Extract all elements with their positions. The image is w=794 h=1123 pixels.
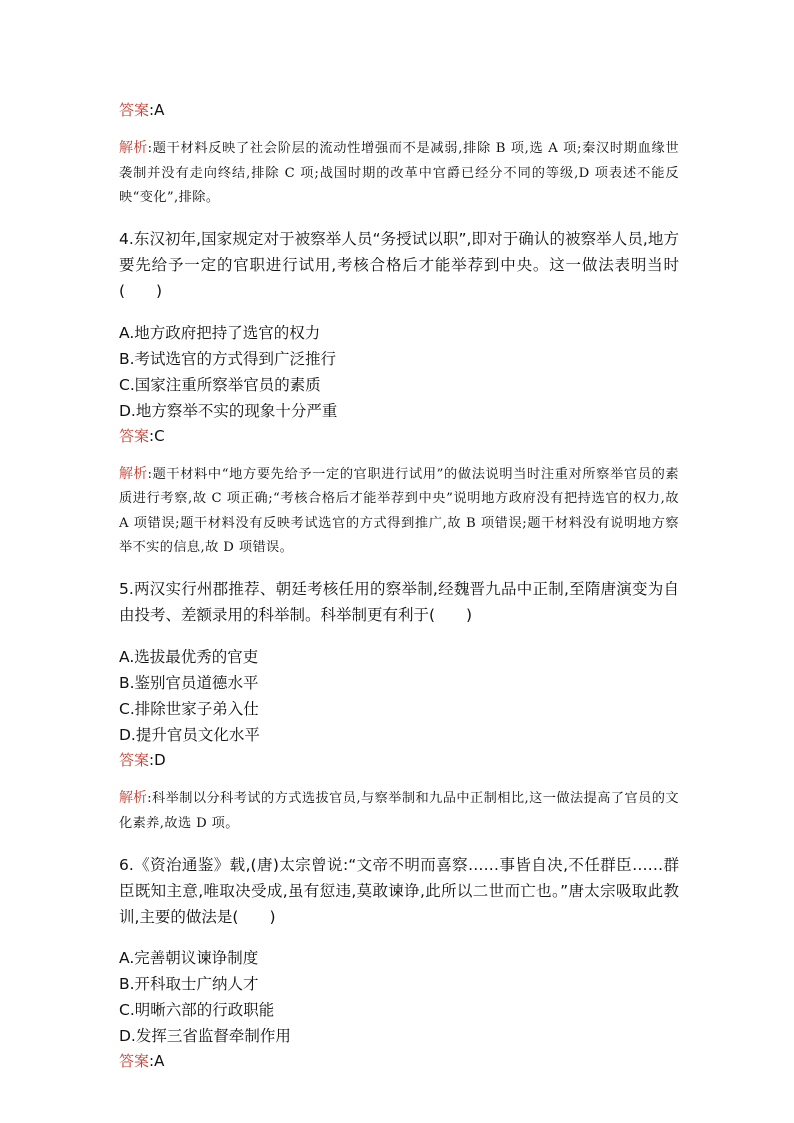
answer-value: :A xyxy=(149,101,165,119)
explanation-label: 解析 xyxy=(119,790,148,807)
explanation-paragraph xyxy=(119,136,679,211)
question-4-stem: 4.东汉初年,国家规定对于被察举人员“务授试以职”,即对于确认的被察举人员,地方要先给予一定的官职进行试用,考核合格后才能举荐到中央。这一做法表明当时( ) xyxy=(119,230,679,301)
answer-value: :D xyxy=(149,750,166,769)
question-4-option-b: B.考试选官的方式得到广泛推行 xyxy=(119,349,337,368)
question-4-option-d: D.地方察举不实的现象十分严重 xyxy=(119,401,338,420)
question-4-answer-line xyxy=(119,424,679,449)
question-5-option-b: B.鉴别官员道德水平 xyxy=(119,673,259,692)
explanation-text: :题干材料中“地方要先给予一定的官职进行试用”的做法说明当时注重对所察举官员的素质进行考察,故 C 项正确;“考核合格后才能举荐到中央”说明地方政府没有把持选官的权力,故 A 项错误;题干材料没有反映考试选官的方式得到推广,故 B 项错误;题干材料没有说明地方察举不实的信息,故 D 项错误。 xyxy=(119,466,679,556)
question-5-option-c: C.排除世家子弟入仕 xyxy=(119,699,259,718)
question-6-answer-line xyxy=(119,1049,679,1074)
question-5-stem: 5.两汉实行州郡推荐、朝廷考核任用的察举制,经魏晋九品中正制,至隋唐演变为自由投考、差额录用的科举制。科举制更有利于( ) xyxy=(119,580,679,625)
question-4-option-c: C.国家注重所察举官员的素质 xyxy=(119,375,321,394)
answer-label: 答案 xyxy=(119,426,150,445)
question-5-answer-line xyxy=(119,748,679,773)
question-5-option-d: D.提升官员文化水平 xyxy=(119,725,260,744)
question-6-option-c: C.明晰六部的行政职能 xyxy=(119,1001,275,1020)
explanation-label: 解析 xyxy=(119,465,148,482)
question-6-option-a: A.完善朝议谏诤制度 xyxy=(119,949,259,968)
answer-value: :A xyxy=(149,1052,165,1071)
question-6-stem: 6.《资治通鉴》载,(唐)太宗曾说:“文帝不明而喜察……事皆自决,不任群臣……群臣既知主意,唯取决受成,虽有愆违,莫敢谏诤,此所以二世而亡也。”唐太宗吸取此教训,主要的做法是( ) xyxy=(119,855,679,926)
question-5-option-a: A.选拔最优秀的官吏 xyxy=(119,647,259,666)
answer-label: 答案 xyxy=(119,750,150,769)
answer-line xyxy=(119,98,679,123)
question-4-explanation xyxy=(119,462,679,561)
question-6-option-b: B.开科取士广纳人才 xyxy=(119,975,259,994)
question-4-option-a: A.地方政府把持了选官的权力 xyxy=(119,323,321,342)
answer-label: 答案 xyxy=(119,1052,150,1071)
explanation-text: :科举制以分科考试的方式选拔官员,与察举制和九品中正制相比,这一做法提高了官员的文化素养,故选 D 项。 xyxy=(119,791,679,831)
question-5-explanation xyxy=(119,786,679,836)
document-page xyxy=(119,98,679,1074)
explanation-text: :题干材料反映了社会阶层的流动性增强而不是减弱,排除 B 项,选 A 项;秦汉时期血缘世袭制并没有走向终结,排除 C 项;战国时期的改革中官爵已经分不同的等级,D 项表述不能反映“变化”,排除。 xyxy=(119,141,679,206)
answer-value: :C xyxy=(149,426,165,445)
answer-label: 答案 xyxy=(119,101,150,119)
question-6-option-d: D.发挥三省监督牵制作用 xyxy=(119,1027,291,1046)
explanation-label: 解析 xyxy=(119,140,148,157)
